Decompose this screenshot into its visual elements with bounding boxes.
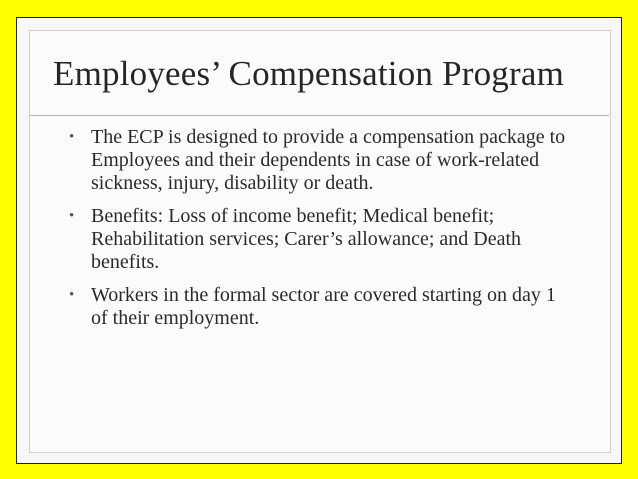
bullet-text-purpose: The ECP is designed to provide a compensation package to Employees and their dependents in case of work-related sickness, injury, disability or death. (91, 126, 566, 194)
bullet-item-coverage (61, 284, 576, 330)
slide-title: Employees’ Compensation Program (53, 54, 565, 93)
bullet-item-purpose (61, 126, 576, 195)
slide (16, 17, 622, 464)
bullet-text-benefits: Benefits: Loss of income benefit; Medical benefit; Rehabilitation services; Carer’s allowance; and Death benefits. (91, 205, 522, 273)
bullet-text-coverage: Workers in the formal sector are covered starting on day 1 of their employment. (91, 284, 556, 329)
bullet-list (61, 126, 576, 340)
bullet-icon: • (69, 129, 75, 145)
bullet-item-benefits (61, 205, 576, 274)
bullet-icon: • (69, 208, 75, 224)
title-divider (29, 115, 609, 116)
bullet-icon: • (69, 287, 75, 303)
